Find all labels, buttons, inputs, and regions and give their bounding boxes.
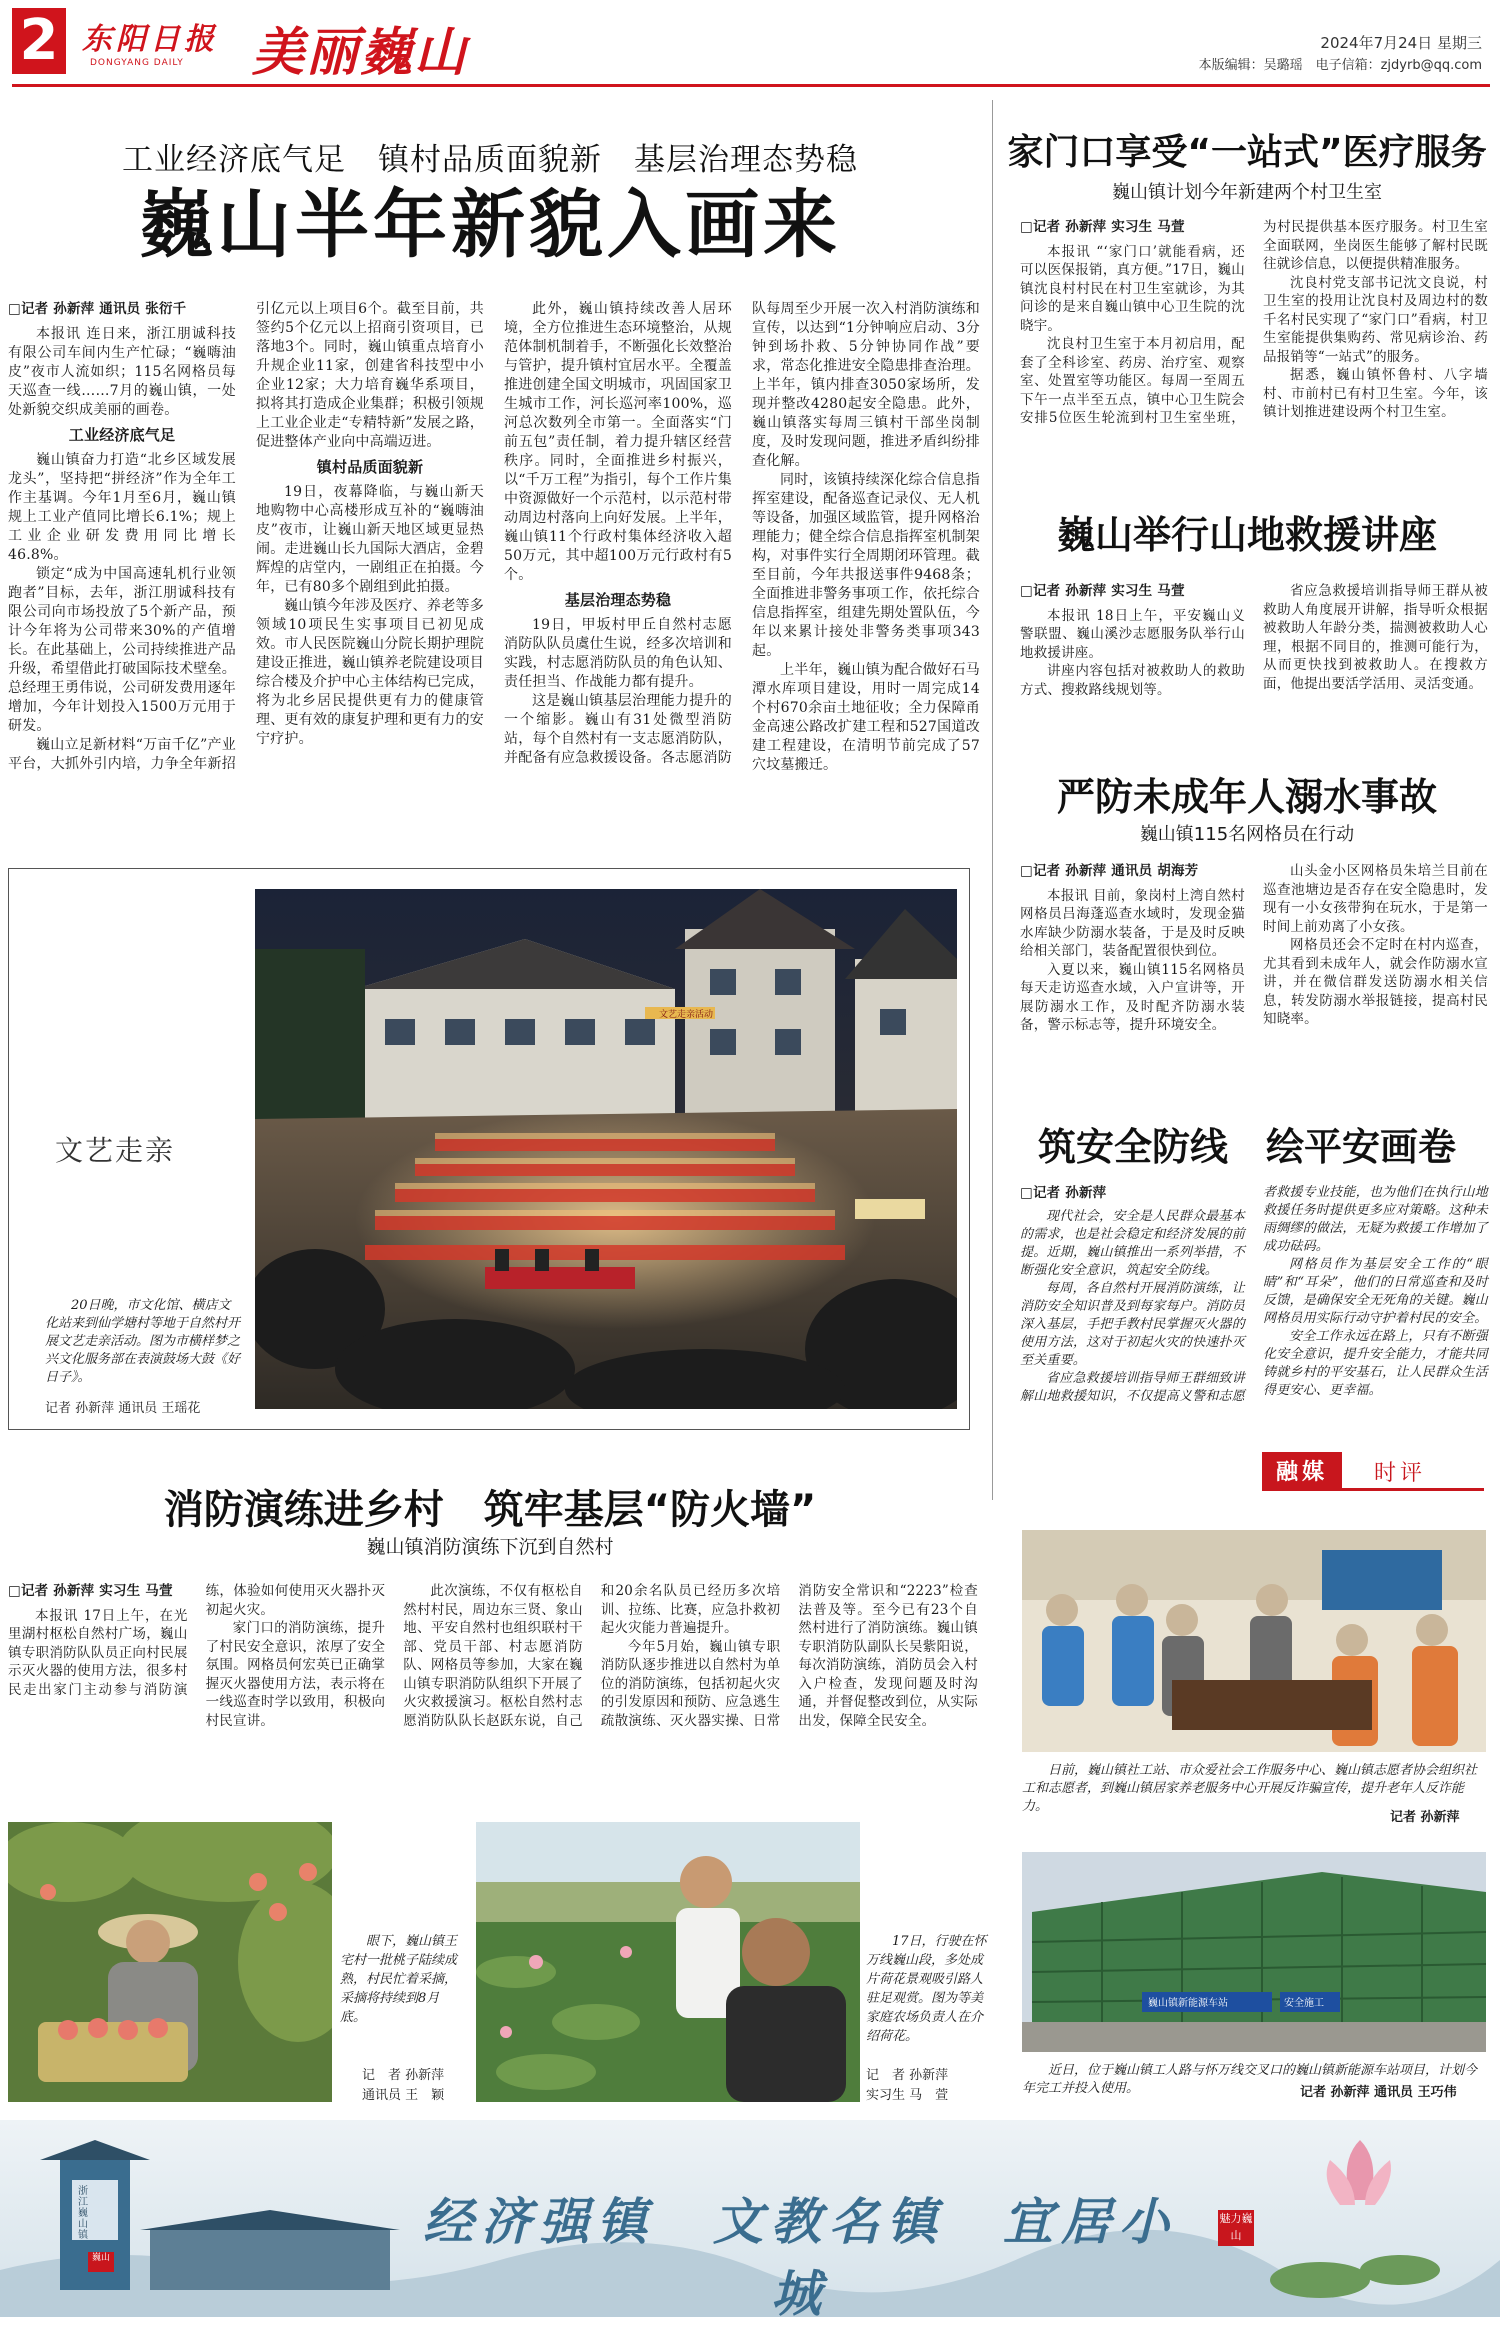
medical-subheadline: 巍山镇计划今年新建两个村卫生室: [1112, 182, 1382, 203]
lead-paragraph: 锁定“成为中国高速轧机行业领跑者”目标，去年，浙江朋诚科技有限公司向市场投放了5个新产品，预计今年将为公司带来30%的产值增长。在此基础上，公司持续推进产品升级，希望借此打破国际技术壁垒。总经理王勇伟说，公司研发费用逐年增加，今年计划投入1500万元用于研发。: [8, 566, 236, 734]
page-number: 2: [12, 8, 66, 74]
fire-paragraph: 今年5月始，巍山镇专职消防队逐步推进以自然村为单位的消防演练，包括初起火灾的引发原因和预防、应急逃生疏散演练、灭火器实操、日常消防安全常识和“2223”检查法普及等。至今已有23个自然村进行了消防演练。巍山镇专职消防队副队长吴紫阳说，每次消防演练，消防员会入村入户检查，发现问题及时沟通，并督促整改到位，从实际出发，保障全民安全。: [600, 1583, 978, 1729]
medical-body: [1020, 218, 1488, 480]
lead-paragraph: 巍山镇奋力打造“北乡区域发展龙头”，坚持把“拼经济”作为全年工作主基调。今年1月至6月，巍山镇规上工业产值同比增长6.1%；规上工业企业研发费用同比增长46.8%。: [8, 452, 236, 563]
photo-feature-caption: 20日晚，市文化馆、横店文化站来到仙学塘村等地于自然村开展文艺走亲活动。图为市横样梦之兴文化服务部在表演鼓场大鼓《好日子》。: [45, 1298, 241, 1385]
medical-paragraph: 沈良村党支部书记沈文良说，村卫生室的投用让沈良村及周边村的数千名村民实现了“家门口”看病，村卫生室能提供集购药、常见病诊治、药品报销等“一站式”的服务。: [1263, 274, 1488, 365]
photo-feature-credit: 记者 孙新萍 通讯员 王瑶花: [45, 1401, 201, 1416]
station-sign-text: 巍山镇新能源车站: [1148, 1998, 1228, 2009]
lead-paragraph: 上半年，巍山镇为配合做好石马潭水库项目建设，用时一周完成14个村670余亩土地征收；全力保障甬金高速公路改扩建工程和527国道改建工程建设，在清明节前完成了57穴坟墓搬迁。: [752, 662, 980, 773]
section-title: 美丽巍山: [252, 22, 469, 83]
fire-byline: □记者 孙新萍 实习生 马萱: [8, 1583, 173, 1599]
drowning-byline: □记者 孙新萍 通讯员 胡海芳: [1020, 863, 1199, 879]
drowning-subheadline: 巍山镇115名网格员在行动: [1139, 824, 1355, 845]
comment-paragraph: 网格员作为基层安全工作的“眼睛”和“耳朵”，他们的日常巡查和及时反馈，是确保安全无死角的关键。巍山网格员用实际行动守护着村民的安全。: [1263, 1257, 1488, 1326]
photo-feature-label: 文艺走亲: [55, 1134, 176, 1167]
media-comment-badge: [1262, 1452, 1484, 1491]
safety-sign-text: 安全施工: [1284, 1998, 1324, 2009]
lead-subhead: 基层治理态势稳: [564, 591, 672, 609]
comment-body: [1020, 1184, 1488, 1484]
elders-photo-art: [1022, 1530, 1486, 1752]
medical-byline: □记者 孙新萍 实习生 马萱: [1020, 219, 1185, 235]
gate-plaque: 巍山: [91, 2253, 110, 2263]
lead-paragraph: 此外，巍山镇持续改善人居环境，全方位推进生态环境整治，从规范体制机制着手，不断强化长效整治与管护，提升镇村宜居水平。全覆盖推进创建全国文明城市，巩固国家卫生城市工作，河长巡河率100%，巡河总次数列全市第一。全面落实“门前五包”责任制，着力提升辖区经营秩序。同时，全面推进乡村振兴，以“千万工程”为指引，每个工作片集中资源做好一个示范村，以示范村带动周边村落向上向好发展。上半年，巍山镇11个行政村集体经济收入超50万元，其中超100万元行政村有5个。: [504, 301, 732, 583]
footer-slogan: 经济强镇 文教名镇 宜居小城: [423, 2192, 1177, 2323]
medical-paragraph: 本报讯 “‘家门口’就能看病，还可以医保报销，真方便。”17日，巍山镇沈良村村民在村卫生室就诊，为其问诊的是来自巍山镇中心卫生院的沈晓宇。: [1020, 243, 1245, 334]
drowning-body: [1020, 862, 1488, 1088]
fire-paragraph: 家门口的消防演练，提升了村民安全意识，浓厚了安全氛围。网格员何宏英已正确掌握灭火器使用方法，表示将在一线巡查时学以致用，积极向村民宣讲。: [205, 1620, 386, 1729]
peach-photo: [8, 1822, 332, 2102]
performance-photo: [255, 889, 957, 1409]
issue-date: 2024年7月24日 星期三: [1320, 34, 1482, 52]
lead-paragraph: 这是巍山镇基层治理能力提升的一个缩影。巍山有31处微型消防站，每个自然村有一支志愿消防队，并配备有应急救援设备。各志愿消防队每周至少开展一次入村消防演练和宣传，以达到“1分钟响应启动、3分钟到场扑救、5分钟协同作战”要求，常态化推进安全隐患排查治理。上半年，镇内排查3050家场所，发现并整改4280起安全隐患。此外，巍山镇落实每周三镇村干部坐岗制度，及时发现问题，推进矛盾纠纷排查化解。: [504, 301, 980, 766]
peach-credit-1: 记 者 孙新萍: [362, 2068, 445, 2083]
rescue-headline: 巍山举行山地救援讲座: [1056, 513, 1437, 557]
lead-paragraph: 同时，该镇持续深化综合信息指挥室建设，配备巡查记录仪、无人机等设备，加强区域监管，提升网格治理能力；健全综合信息指挥室机制架构，对事件实行全周期闭环管理。截至目前，今年共报送事件9468条；全面推进非警务事项工作，依托综合信息指挥室，组建先期处置队伍，今年以来累计接处非警务类事项343起。: [752, 472, 980, 659]
masthead: [0, 0, 1500, 88]
rescue-body: [1020, 582, 1488, 732]
comment-paragraph: 省应急救援培训指导师王群细致讲解山地救援知识，不仅提高义警和志愿者救援专业技能，也为他们在执行山地救援任务时提供更多应对策略。这种未雨绸缪的做法，无疑为救援工作增加了成功砝码。: [1020, 1185, 1488, 1404]
drowning-paragraph: 本报讯 目前，象岗村上湾自然村网格员吕海蓬巡查水域时，发现金猫水库缺少防溺水装备，于是及时反映给相关部门，装备配置很快到位。: [1020, 887, 1245, 959]
lotus-caption: 17日，行驶在怀万线巍山段，多处成片荷花景观吸引路人驻足观赏。图为等美家庭农场负责人在介绍荷花。: [866, 1934, 987, 2044]
footer-banner: [0, 2120, 1500, 2323]
elders-caption: 日前，巍山镇社工站、市众爱社会工作服务中心、巍山镇志愿者协会组织社工和志愿者，到巍山镇居家养老服务中心开展反诈骗宣传，提升老年人反诈能力。: [1022, 1763, 1478, 1814]
paper-name: 东阳日报: [82, 22, 218, 57]
peach-credit-2: 通讯员 王 颖: [362, 2088, 445, 2103]
fire-paragraph: 本报讯 17日上午，在光里湖村枢松自然村广场，巍山镇专职消防队队员正向村民展示灭火器的使用方法，很多村民走出家门主动参与消防演练，体验如何使用灭火器扑灭初起火灾。: [8, 1583, 386, 1698]
rescue-paragraph: 讲座内容包括对被救助人的救助方式、搜救路线规划等。: [1020, 663, 1245, 698]
banner-text: 文艺走亲活动: [659, 1010, 714, 1020]
lead-headline: 巍山半年新貌入画来: [139, 182, 841, 268]
medical-paragraph: 据悉，巍山镇怀鲁村、八字墙村、市前村已有村卫生室。今年，该镇计划推进建设两个村卫生室。: [1263, 367, 1488, 420]
medical-headline: 家门口享受“一站式”医疗服务: [1007, 132, 1487, 173]
station-photo: [1022, 1852, 1486, 2052]
lotus-photo-art: [476, 1822, 860, 2102]
station-credit: 记者 孙新萍 通讯员 王巧伟: [1300, 2085, 1457, 2100]
peach-caption: 眼下，巍山镇王宅村一批桃子陆续成熟，村民忙着采摘，采摘将持续到8月底。: [340, 1934, 458, 2025]
comment-paragraph: 每周，各自然村开展消防演练，让消防安全知识普及到每家每户。消防员深入基层，手把手教村民掌握灭火器的使用方法，这对于初起火灾的快速扑灭至关重要。: [1020, 1281, 1245, 1368]
elders-credit: 记者 孙新萍: [1390, 1810, 1460, 1825]
editors-line: 本版编辑：吴璐瑶 电子信箱：zjdyrb@qq.com: [1198, 58, 1482, 73]
lead-paragraph: 19日，夜幕降临，与巍山新天地购物中心高楼形成互补的“巍嗨油皮”夜市，让巍山新天地区域更显热闹。走进巍山长九国际大酒店，金碧辉煌的店堂内，一剧组正在拍摄。今年，已有80多个剧组到此拍摄。: [256, 484, 484, 595]
rescue-byline: □记者 孙新萍 实习生 马萱: [1020, 583, 1185, 599]
lotus-photo: [476, 1822, 860, 2102]
badge-sub: 时评: [1374, 1461, 1427, 1486]
drowning-paragraph: 网格员还会不定时在村内巡查，尤其看到未成年人，就会作防溺水宣讲，并在微信群发送防溺水相关信息，转发防溺水举报链接，提高村民知晓率。: [1263, 937, 1488, 1027]
drowning-headline: 严防未成年人溺水事故: [1056, 775, 1437, 819]
lotus-credit-1: 记 者 孙新萍: [866, 2068, 949, 2083]
drowning-paragraph: 入夏以来，巍山镇115名网格员每天走访巡查水域，入户宣讲等，开展防溺水工作，及时配齐防溺水装备，警示标志等，提升环境安全。: [1020, 961, 1245, 1033]
comment-byline: □记者 孙新萍: [1020, 1185, 1107, 1201]
comment-paragraph: 安全工作永远在路上，只有不断强化安全意识，提升安全能力，才能共同铸就乡村的平安基石，让人民群众生活得更安心、更幸福。: [1263, 1329, 1488, 1398]
station-caption: 近日，位于巍山镇工人路与怀万线交叉口的巍山镇新能源车站项目，计划今年完工并投入使用。: [1022, 2063, 1478, 2096]
photo-feature-box: [8, 868, 970, 1430]
lotus-credit-2: 实习生 马 萱: [866, 2088, 949, 2103]
masthead-rule: [12, 84, 1490, 87]
fire-paragraph: 此次演练，不仅有枢松自然村村民，周边东三贤、象山地、平安自然村也组织联村干部、党员干部、村志愿消防队、网格员等参加，大家在巍山镇专职消防队组织下开展了火灾救援演习。枢松自然村志愿消防队队长赵跃东说，自己和20余名队员已经历多次培训、拉练、比赛，应急扑救初起火灾能力普遍提升。: [403, 1583, 781, 1729]
fire-body: [8, 1582, 978, 1762]
comment-paragraph: 现代社会，安全是人民群众最基本的需求，也是社会稳定和经济发展的前提。近期，巍山镇推出一系列举措，不断强化安全意识，筑起安全防线。: [1020, 1209, 1245, 1278]
lead-body: [8, 300, 980, 825]
paper-name-en: DONGYANG DAILY: [90, 58, 184, 68]
lead-kicker: 工业经济底气足 镇村品质面貌新 基层治理态势稳: [122, 142, 858, 178]
rescue-paragraph: 省应急救援培训指导师王群从被救助人角度展开讲解，指导听众根据被救助人年龄分类，揣测被救助人心理，根据不同目的，推测可能行为，从而更快找到被救助人。在搜救方面，他提出要活学活用、灵活变通。: [1263, 583, 1488, 692]
peach-photo-art: [8, 1822, 332, 2102]
lead-paragraph: 19日，甲坂村甲丘自然村志愿消防队队员虞仕生说，经多次培训和实践，村志愿消防队员的角色认知、责任担当、作战能力都有提升。: [504, 617, 732, 690]
column-divider: [992, 100, 993, 1500]
performance-photo-art: [255, 889, 957, 1409]
footer-seal: 魅力巍山: [1218, 2210, 1254, 2246]
lead-paragraph: 巍山立足新材料“万亩千亿”产业平台，大抓外引内培，力争全年新招引亿元以上项目6个。截至目前，共签约5个亿元以上招商引资项目，已落地3个。同时，巍山镇重点培育小升规企业11家，创建省科技型中小企业12家；大力培育巍华系项目，拟将其打造成企业集群；积极引领规上工业企业走“专精特新”发展之路，促进整体产业向中高端迈进。: [8, 301, 484, 772]
lead-byline: □记者 孙新萍 通讯员 张衍千: [8, 301, 187, 317]
station-photo-art: [1022, 1852, 1486, 2052]
comment-headline: 筑安全防线 绘平安画卷: [1037, 1125, 1456, 1169]
badge-main: 融媒: [1262, 1452, 1342, 1489]
elders-photo: [1022, 1530, 1486, 1752]
lead-subhead: 镇村品质面貌新: [316, 458, 424, 476]
fire-headline: 消防演练进乡村 筑牢基层“防火墙”: [163, 1487, 817, 1533]
lead-subhead: 工业经济底气足: [68, 426, 176, 444]
gate-text: 浙江巍山镇: [78, 2186, 88, 2241]
rescue-paragraph: 本报讯 18日上午，平安巍山义警联盟、巍山溪沙志愿服务队举行山地救援讲座。: [1020, 607, 1245, 661]
lead-paragraph: 巍山镇今年涉及医疗、养老等多领域10项民生实事项目已初见成效。市人民医院巍山分院长期护理院建设正推进，巍山镇养老院建设项目综合楼及介护中心主体结构已完成，将为北乡居民提供更有力的健康管理、更有效的康复护理和更有力的安宁疗护。: [256, 598, 484, 747]
fire-subheadline: 巍山镇消防演练下沉到自然村: [366, 1536, 614, 1558]
drowning-paragraph: 山头金小区网格员朱培兰目前在巡查池塘边是否存在安全隐患时，发现有一小女孩带狗在玩水，于是第一时间上前劝离了小女孩。: [1263, 863, 1488, 935]
lead-paragraph: 本报讯 连日来，浙江朋诚科技有限公司车间内生产忙碌；“巍嗨油皮”夜市人流如织；115名网格员每天巡查一线……7月的巍山镇，一处处新貌交织成美丽的画卷。: [8, 326, 236, 418]
medical-paragraph: 沈良村卫生室于本月初启用，配套了全科诊室、药房、治疗室、观察室、处置室等功能区。每周一至周五下午一点半至五点，镇中心卫生院会安排5位医生轮流到村卫生室坐班，为村民提供基本医疗服务。村卫生室全面联网，坐岗医生能够了解村民既往就诊信息，以便提供精准服务。: [1020, 219, 1488, 426]
